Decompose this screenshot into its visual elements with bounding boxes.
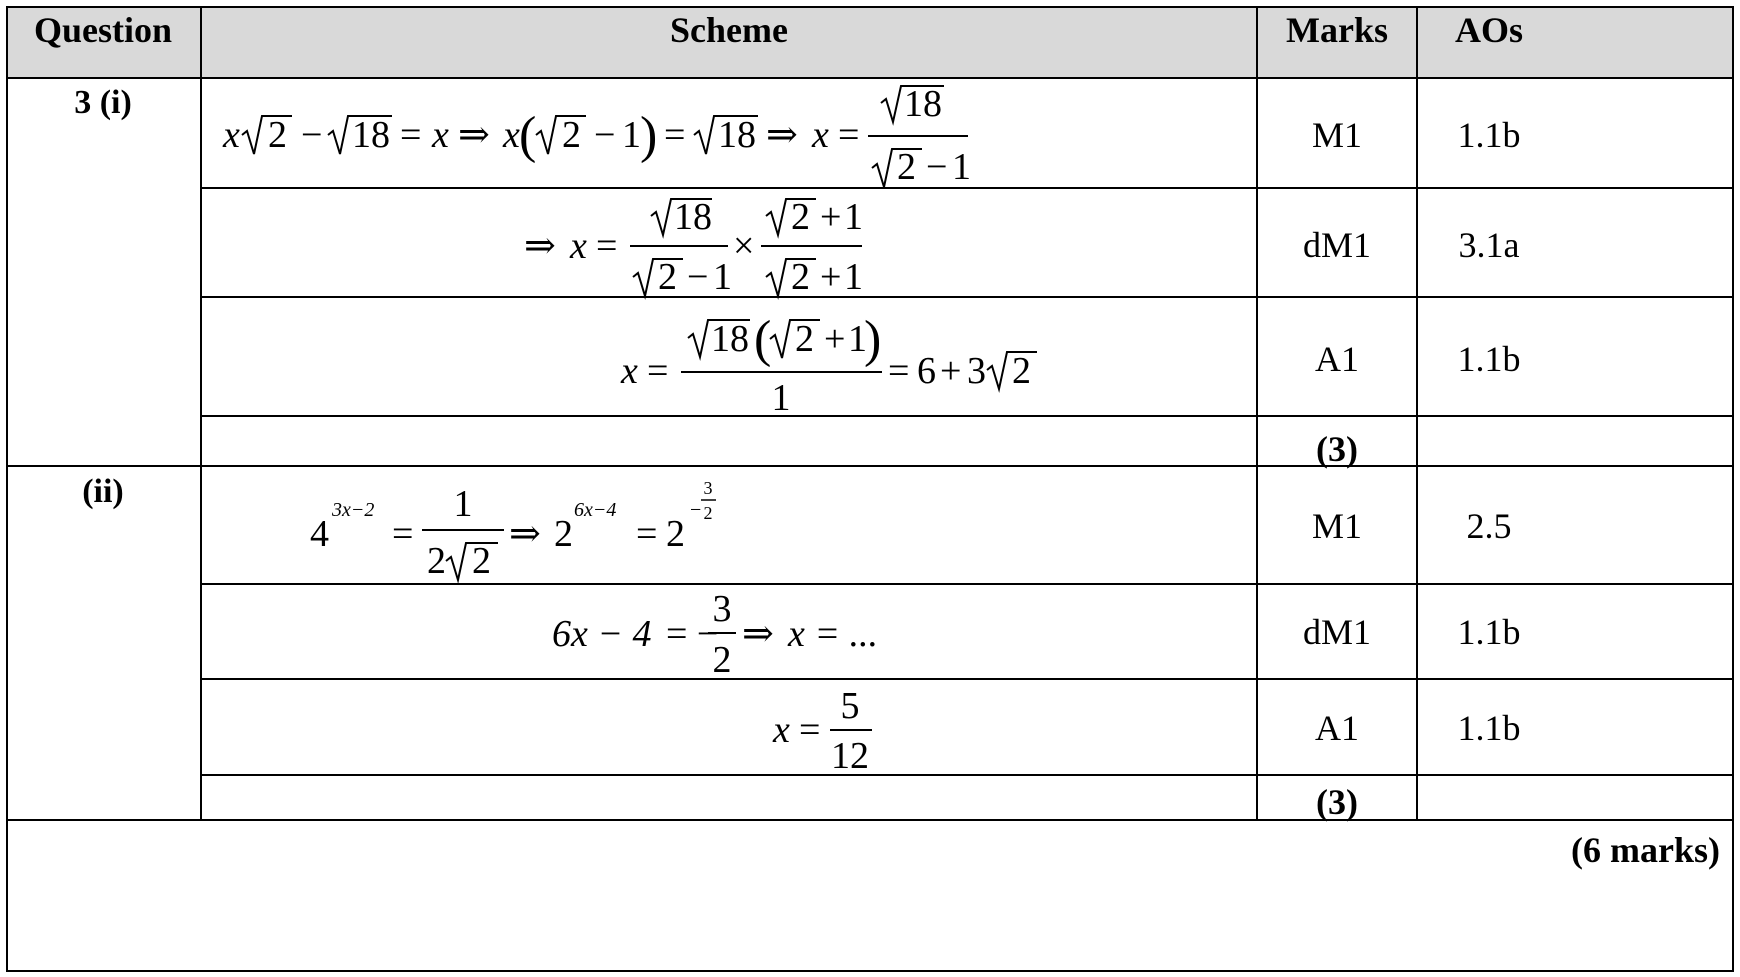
- svg-text:−: −: [301, 114, 323, 156]
- svg-text:−: −: [690, 499, 702, 521]
- scheme-line-2: [524, 196, 863, 298]
- header-marks: Marks: [1286, 10, 1388, 50]
- svg-text:−: −: [926, 146, 948, 188]
- question-label-ii: (ii): [82, 473, 124, 510]
- svg-text:3: 3: [967, 350, 986, 392]
- svg-text:x = ...: x = ...: [788, 613, 879, 655]
- svg-text:−: −: [594, 114, 616, 156]
- svg-text:1: 1: [453, 483, 473, 525]
- svg-text:=: =: [838, 114, 860, 156]
- svg-text:2: 2: [666, 513, 685, 555]
- svg-text:3x−2: 3x−2: [332, 499, 375, 521]
- svg-text:2: 2: [268, 114, 287, 156]
- scheme-line-6: [772, 685, 872, 777]
- svg-text:−: −: [687, 256, 709, 298]
- svg-text:⇒: ⇒: [742, 613, 774, 655]
- svg-text:x: x: [570, 225, 587, 267]
- mark-i-2: dM1: [1302, 225, 1372, 265]
- svg-text:1: 1: [848, 318, 867, 360]
- svg-text:18: 18: [718, 114, 756, 156]
- svg-text:1: 1: [844, 196, 863, 238]
- svg-text:2: 2: [427, 540, 446, 582]
- subtotal-i: (3): [1316, 429, 1358, 469]
- scheme-line-4: [310, 478, 716, 582]
- svg-text:18: 18: [352, 114, 390, 156]
- ao-i-3: 1.1b: [1457, 339, 1521, 379]
- svg-text:=: =: [392, 513, 414, 555]
- svg-text:1: 1: [952, 146, 971, 188]
- mark-scheme-svg: [6, 6, 1734, 972]
- svg-text:=: =: [799, 709, 821, 751]
- svg-text:x: x: [432, 114, 449, 156]
- svg-text:+: +: [820, 256, 842, 298]
- svg-text:=: =: [400, 114, 422, 156]
- svg-text:x: x: [621, 350, 638, 392]
- svg-text:2: 2: [472, 540, 491, 582]
- mark-i-1: M1: [1311, 115, 1363, 155]
- ao-ii-1: 2.5: [1466, 506, 1512, 546]
- question-label-3i: 3 (i): [74, 84, 132, 121]
- svg-text:(: (: [519, 107, 537, 164]
- svg-text:6x−4: 6x−4: [574, 499, 617, 521]
- scheme-line-1: [222, 83, 971, 188]
- svg-text:+: +: [940, 350, 962, 392]
- svg-text:×: ×: [733, 225, 755, 267]
- svg-text:4: 4: [310, 513, 329, 555]
- svg-text:1: 1: [771, 377, 791, 419]
- svg-text:1: 1: [622, 114, 641, 156]
- svg-text:x: x: [812, 114, 829, 156]
- svg-text:12: 12: [831, 735, 869, 777]
- header-question: Question: [33, 10, 173, 50]
- svg-text:+: +: [820, 196, 842, 238]
- mark-ii-3: A1: [1315, 708, 1359, 748]
- svg-text:18: 18: [674, 196, 712, 238]
- svg-text:1: 1: [844, 256, 863, 298]
- ao-ii-3: 1.1b: [1457, 708, 1521, 748]
- svg-text:6: 6: [917, 350, 936, 392]
- svg-text:⇒: ⇒: [509, 513, 541, 555]
- svg-text:⇒: ⇒: [524, 225, 556, 267]
- svg-text:(: (: [754, 311, 772, 368]
- svg-text:2: 2: [554, 513, 573, 555]
- mark-scheme-table: [6, 6, 1734, 977]
- svg-text:3: 3: [703, 478, 713, 498]
- ao-i-1: 1.1b: [1457, 115, 1521, 155]
- svg-text:2: 2: [791, 196, 810, 238]
- scheme-line-3: [620, 311, 1037, 419]
- svg-text:): ): [864, 311, 882, 368]
- svg-text:2: 2: [712, 639, 732, 681]
- total-marks: (6 marks): [1571, 830, 1720, 870]
- svg-text:=: =: [647, 350, 669, 392]
- svg-text:2: 2: [897, 146, 916, 188]
- svg-text:1: 1: [713, 256, 732, 298]
- svg-text:2: 2: [795, 318, 814, 360]
- svg-text:6x − 4: 6x − 4: [552, 613, 652, 655]
- svg-text:5: 5: [840, 685, 860, 727]
- mark-ii-2: dM1: [1302, 612, 1372, 652]
- svg-text:=: =: [888, 350, 910, 392]
- svg-text:x: x: [503, 114, 520, 156]
- ao-i-2: 3.1a: [1458, 225, 1520, 265]
- svg-text:18: 18: [904, 83, 942, 125]
- svg-text:2: 2: [1012, 350, 1031, 392]
- svg-text:+: +: [824, 318, 846, 360]
- svg-text:=: =: [664, 114, 686, 156]
- svg-text:2: 2: [658, 256, 677, 298]
- svg-text:x: x: [773, 709, 790, 751]
- mark-i-3: A1: [1315, 339, 1359, 379]
- header-aos: AOs: [1454, 10, 1524, 50]
- svg-text:18: 18: [711, 318, 749, 360]
- header-scheme: Scheme: [670, 10, 788, 50]
- svg-text:= −: = −: [666, 613, 719, 655]
- subtotal-ii: (3): [1316, 782, 1358, 822]
- svg-text:x: x: [223, 114, 240, 156]
- ao-ii-2: 1.1b: [1457, 612, 1521, 652]
- mark-ii-1: M1: [1311, 506, 1363, 546]
- svg-text:⇒: ⇒: [766, 114, 798, 156]
- svg-text:2: 2: [791, 256, 810, 298]
- scheme-line-5: [552, 588, 878, 681]
- svg-text:3: 3: [712, 588, 732, 630]
- svg-text:=: =: [596, 225, 618, 267]
- svg-text:2: 2: [562, 114, 581, 156]
- svg-text:=: =: [636, 513, 658, 555]
- svg-text:): ): [640, 107, 658, 164]
- svg-text:⇒: ⇒: [458, 114, 490, 156]
- svg-text:2: 2: [703, 503, 713, 523]
